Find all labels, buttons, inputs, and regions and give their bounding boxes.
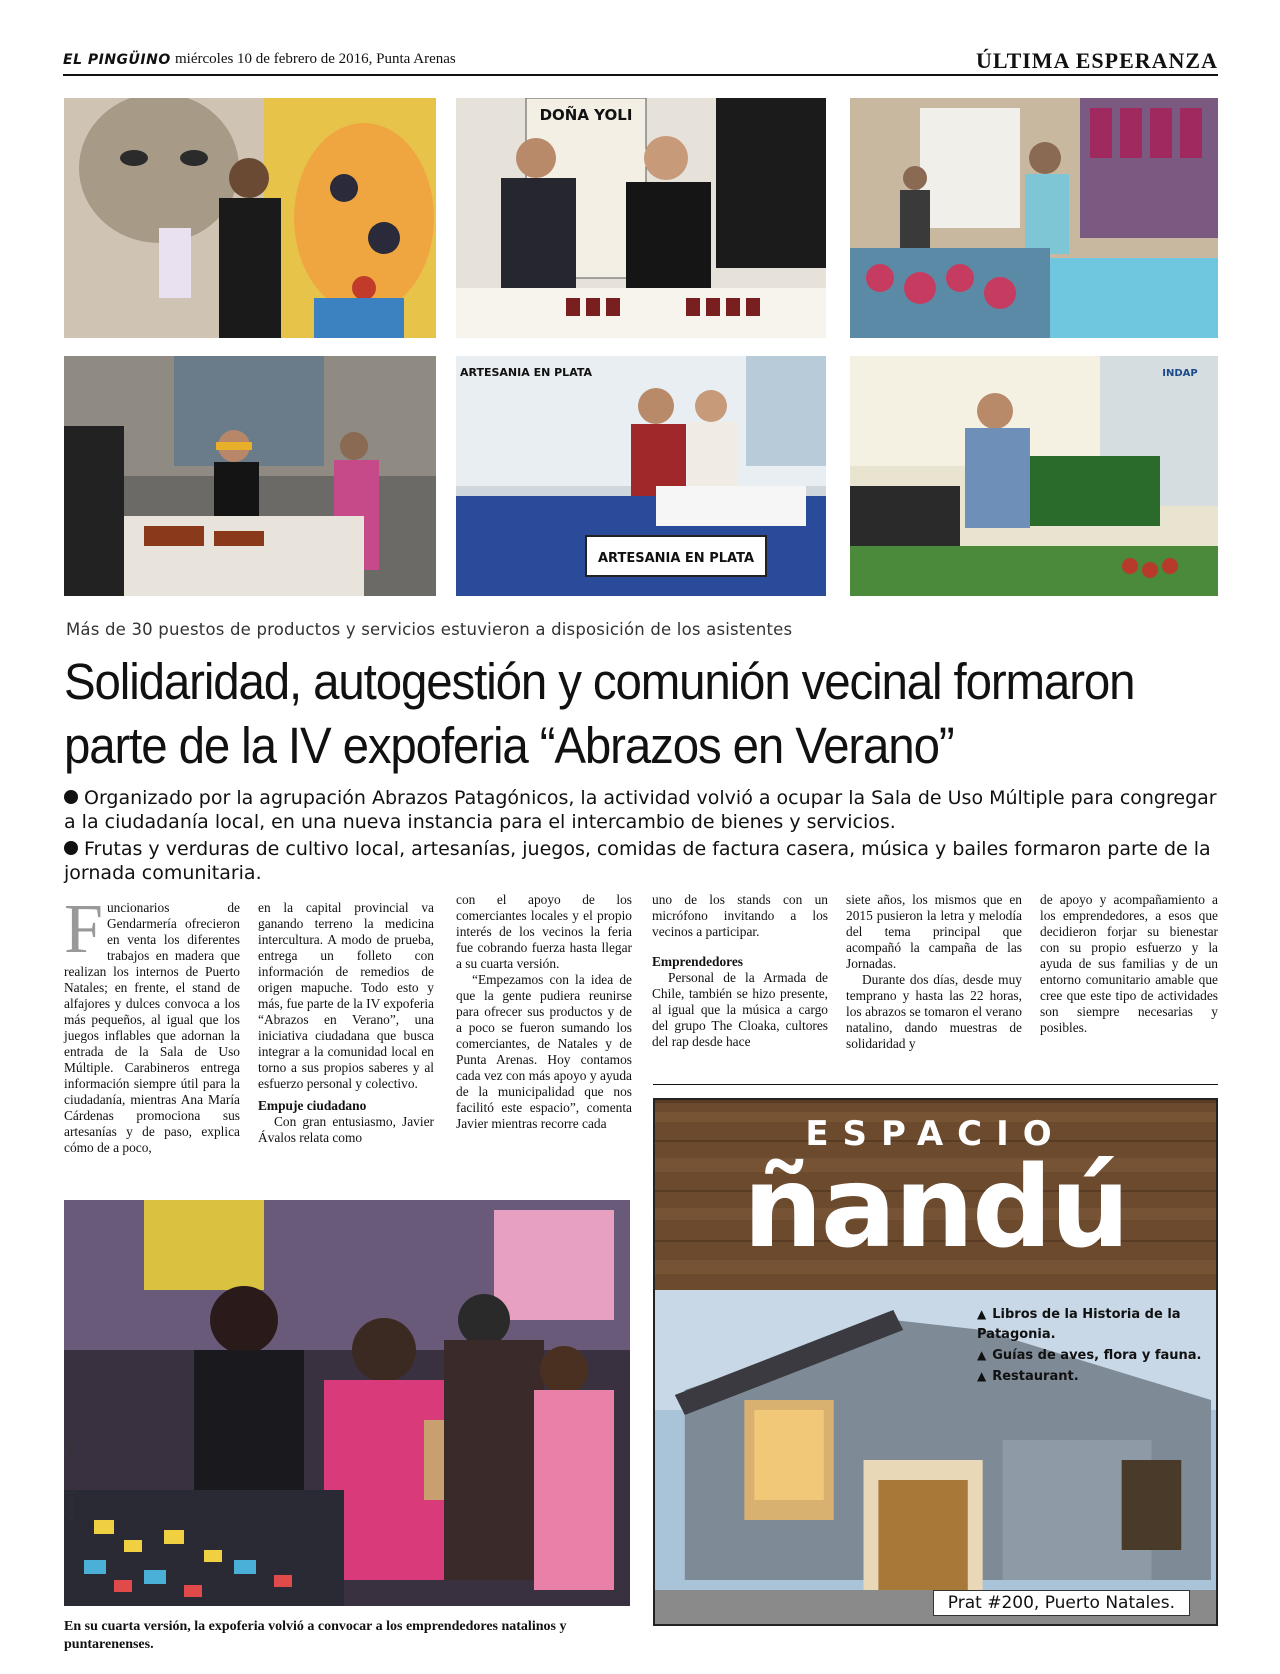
headline-line-1: Solidaridad, autogestión y comunión vecinal formaron bbox=[64, 653, 1135, 710]
photo-vegetables-stand bbox=[850, 356, 1218, 596]
article-column-2: en la capital provincial va ganando terreno la medicina intercultura. A modo de prueba, entrega un folleto con información de remedios de origen mapuche. Todo esto y más, fue parte de la IV expoferia “Abrazos en Verano”, una iniciativa ciudadana que busca integrar a la comunidad local en torno a sus propios saberes y al esfuerzo personal y colectivo. Empuje ciudadano Con gran entusiasmo, Javier Ávalos relata como bbox=[258, 900, 434, 1145]
ad-title-espacio: ESPACIO bbox=[805, 1114, 1066, 1154]
ad-feature-item: ▲ Libros de la Historia de la Patagonia. bbox=[977, 1304, 1217, 1345]
stand-sign-text: ARTESANIA EN PLATA bbox=[459, 366, 593, 379]
issue-date: miércoles 10 de febrero de 2016, Punta Arenas bbox=[175, 51, 456, 67]
subheading-empuje: Empuje ciudadano bbox=[258, 1098, 367, 1113]
nandu-bird-icon: ▲ bbox=[977, 1369, 987, 1383]
ad-feature-list bbox=[977, 1304, 1217, 1387]
article-column-3: con el apoyo de los comerciantes locales y el propio interés de los vecinos la feria fue cobrando fuerza hasta llegar a su cuarta versión. “Empezamos con la idea de que la gente pudiera reunirse para ofrecer sus productos y de a poco se fueron sumando los comerciantes, de Natales y de Punta Arenas. Hoy contamos cada vez con más apoyo y ayuda de la municipalidad que nos facilitó este espacio”, comenta Javier mientras recorre cada bbox=[456, 892, 632, 1131]
drop-cap: F bbox=[64, 891, 103, 968]
ad-address: Prat #200, Puerto Natales. bbox=[933, 1590, 1190, 1616]
article-column-1: Funcionarios de Gendarmería ofrecieron en venta los diferentes trabajos en madera que realizan los internos de Puerto Natales; en frente, el stand de alfajores y dulces convoca a los más pequeños, al igual que los juegos inflables que adornan la entrada de la Sala de Uso Múltiple. Carabineros entrega información siempre útil para la ciudadanía, mientras Ana María Cárdenas promociona sus artesanías y de paso, explica cómo de a poco, bbox=[64, 891, 240, 1155]
ad-feature-item: ▲ Guías de aves, flora y fauna. bbox=[977, 1345, 1217, 1366]
nandu-bird-icon: ▲ bbox=[977, 1307, 987, 1321]
summary-item-2: Frutas y verduras de cultivo local, artesanías, juegos, comidas de factura casera, música y bailes formaron parte de la jornada comunitaria. bbox=[64, 838, 1211, 884]
ad-feature-item: ▲ Restaurant. bbox=[977, 1366, 1217, 1387]
photo-credit: FOTOS LUISA VILLARANCA bbox=[68, 1427, 76, 1520]
stand-sign-text: INDAP bbox=[1162, 368, 1198, 379]
column-divider bbox=[653, 1084, 1218, 1085]
photo-textiles-stand bbox=[850, 98, 1218, 338]
photo-caption: En su cuarta versión, la expoferia volvió a convocar a los emprendedores natalinos y puntarenenses. bbox=[64, 1619, 567, 1652]
nandu-bird-icon: ▲ bbox=[977, 1348, 987, 1362]
article-column-6: de apoyo y acompañamiento a los emprendedores, a esos que decidieron forjar su bienestar con su propio esfuerzo y la ayuda de sus familias y de un entorno comunitario amable que cree que este tipo de actividades son siempre necesarias y posibles. bbox=[1040, 892, 1218, 1035]
stand-sign-text: DOÑA YOLI bbox=[539, 106, 633, 124]
summary-item-1: Organizado por la agrupación Abrazos Patagónicos, la actividad volvió a ocupar la Sala de Uso Múltiple para congregar a la ciudadanía local, en una nueva instancia para el intercambio de bienes y servicios. bbox=[64, 787, 1217, 833]
stand-banner-text: ARTESANIA EN PLATA bbox=[597, 551, 755, 566]
newspaper-logo: EL PINGÜINO bbox=[63, 52, 171, 68]
headline-line-2: parte de la IV expoferia “Abrazos en Verano” bbox=[64, 717, 954, 774]
photo-mural-man bbox=[64, 98, 436, 338]
bullet-icon bbox=[64, 790, 78, 804]
article-column-4: uno de los stands con un micrófono invitando a los vecinos a participar. Emprendedores Personal de la Armada de Chile, también se hizo presente, al igual que la música a cargo del grupo The Cloaka, cultores del rap desde hace bbox=[652, 892, 828, 1049]
article-kicker: Más de 30 puestos de productos y servicios estuvieron a disposición de los asistentes bbox=[66, 620, 793, 639]
bullet-icon bbox=[64, 841, 78, 855]
page-header bbox=[63, 48, 1218, 76]
photo-dona-yoli-stand bbox=[456, 98, 826, 338]
photo-food-stand bbox=[64, 356, 436, 596]
ad-title-nandu: ñandú bbox=[743, 1143, 1128, 1273]
article-summary bbox=[64, 786, 1224, 888]
photo-silver-crafts-stand bbox=[456, 356, 826, 596]
article-headline bbox=[64, 650, 1227, 778]
espacio-nandu-ad bbox=[653, 1098, 1218, 1626]
photo-expoferia-crowd bbox=[64, 1200, 630, 1606]
section-title: ÚLTIMA ESPERANZA bbox=[976, 48, 1218, 73]
subheading-emprendedores: Emprendedores bbox=[652, 954, 744, 969]
article-column-5: siete años, los mismos que en 2015 pusieron la letra y melodía del tema principal que acompañó la campaña de las Jornadas. Durante dos días, desde muy temprano y hasta las 22 horas, los abrazos se tomaron el verano natalino, dando muestras de solidaridad y bbox=[846, 892, 1022, 1051]
